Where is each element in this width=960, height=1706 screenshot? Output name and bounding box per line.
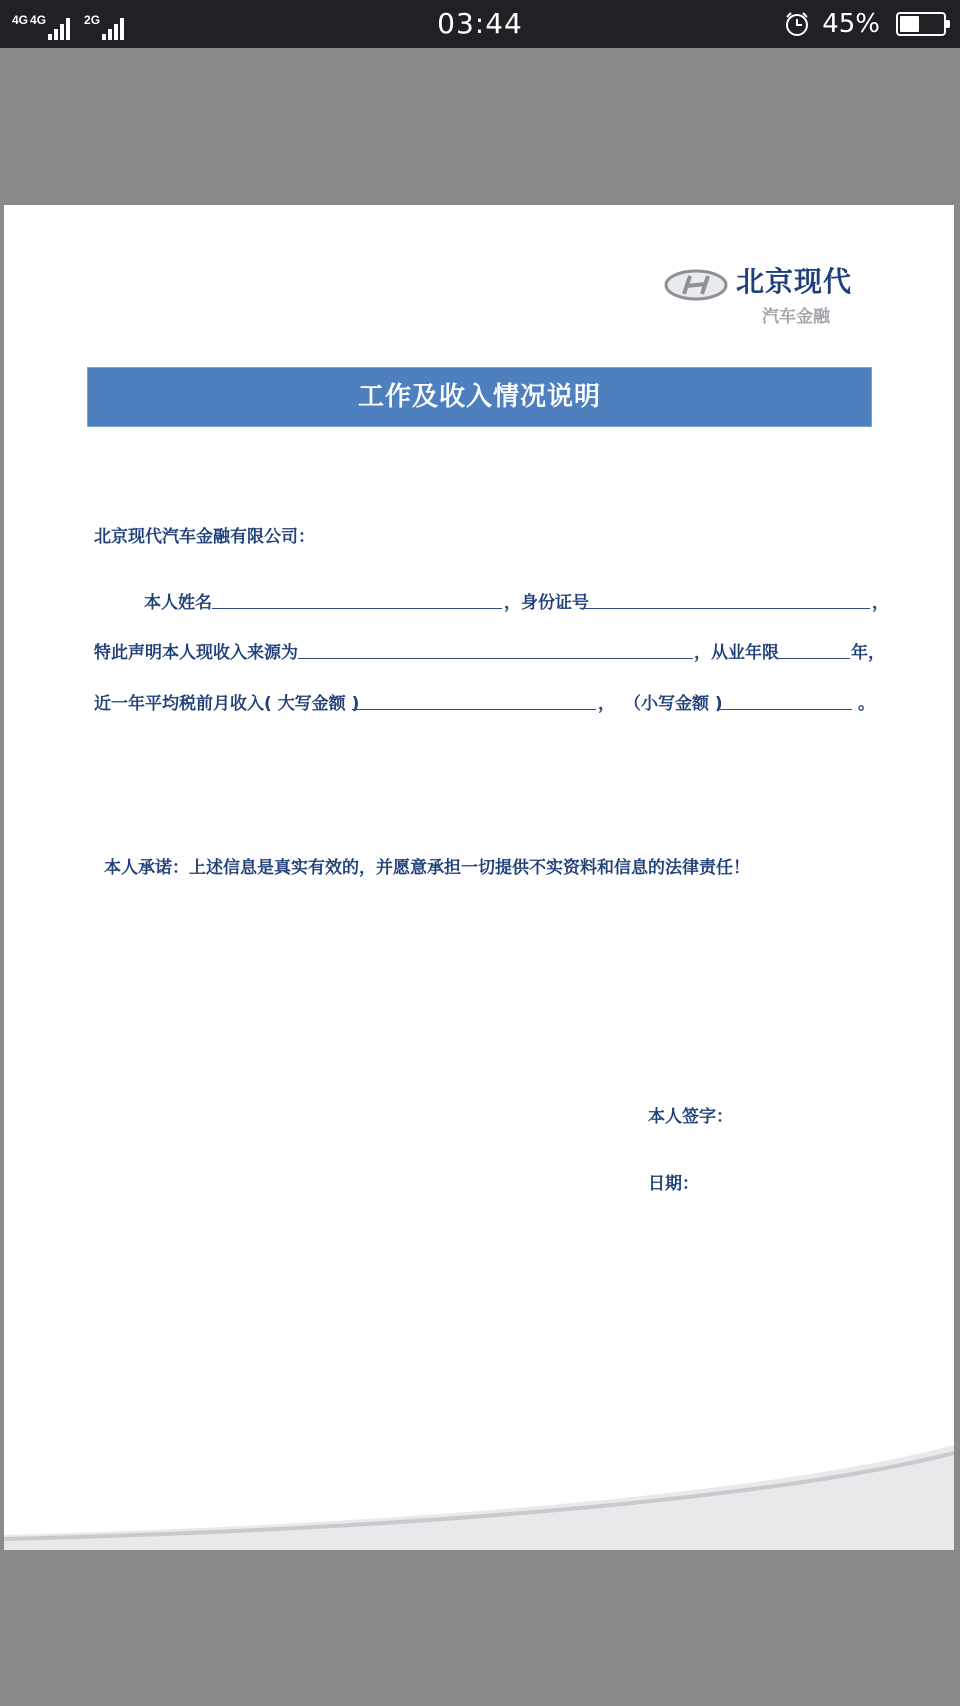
id-label: ，身份证号 — [504, 593, 589, 613]
income-source-label: 特此声明本人现收入来源为 — [94, 643, 298, 663]
status-right — [784, 8, 946, 40]
document-title: 工作及收入情况说明 — [87, 367, 872, 427]
decorative-swoosh — [4, 205, 954, 1550]
addressee: 北京现代汽车金融有限公司： — [94, 527, 315, 547]
clock: 03:44 — [437, 7, 523, 40]
alarm-icon — [784, 11, 810, 37]
row3-end: 。 — [858, 694, 875, 714]
document-page — [4, 205, 954, 1550]
status-bar — [0, 0, 960, 48]
row3-separator: ， — [598, 694, 615, 714]
commitment-statement: 本人承诺：上述信息是真实有效的，并愿意承担一切提供不实资料和信息的法律责任！ — [104, 858, 750, 878]
battery-icon — [896, 12, 946, 36]
network-type-2: 4G — [30, 13, 47, 27]
signature-label: 本人签字： — [648, 1107, 733, 1127]
date-label: 日期： — [648, 1174, 699, 1194]
network-type-3: 2G — [84, 13, 101, 27]
income-label: 近一年平均税前月收入( 大写金额 ) — [94, 694, 360, 714]
battery-percent: 45% — [822, 9, 880, 39]
row1-end: ， — [872, 593, 889, 613]
years-label: ，从业年限 — [694, 643, 779, 663]
years-unit: 年， — [851, 643, 885, 663]
battery-fill — [900, 16, 919, 32]
logo-brand-text: 北京现代 — [736, 265, 853, 298]
logo-sub-text: 汽车金融 — [762, 307, 830, 327]
name-label: 本人姓名 — [144, 593, 212, 613]
network-type-1: 4G — [12, 13, 29, 27]
small-amount-label: （小写金额 ) — [624, 694, 723, 714]
